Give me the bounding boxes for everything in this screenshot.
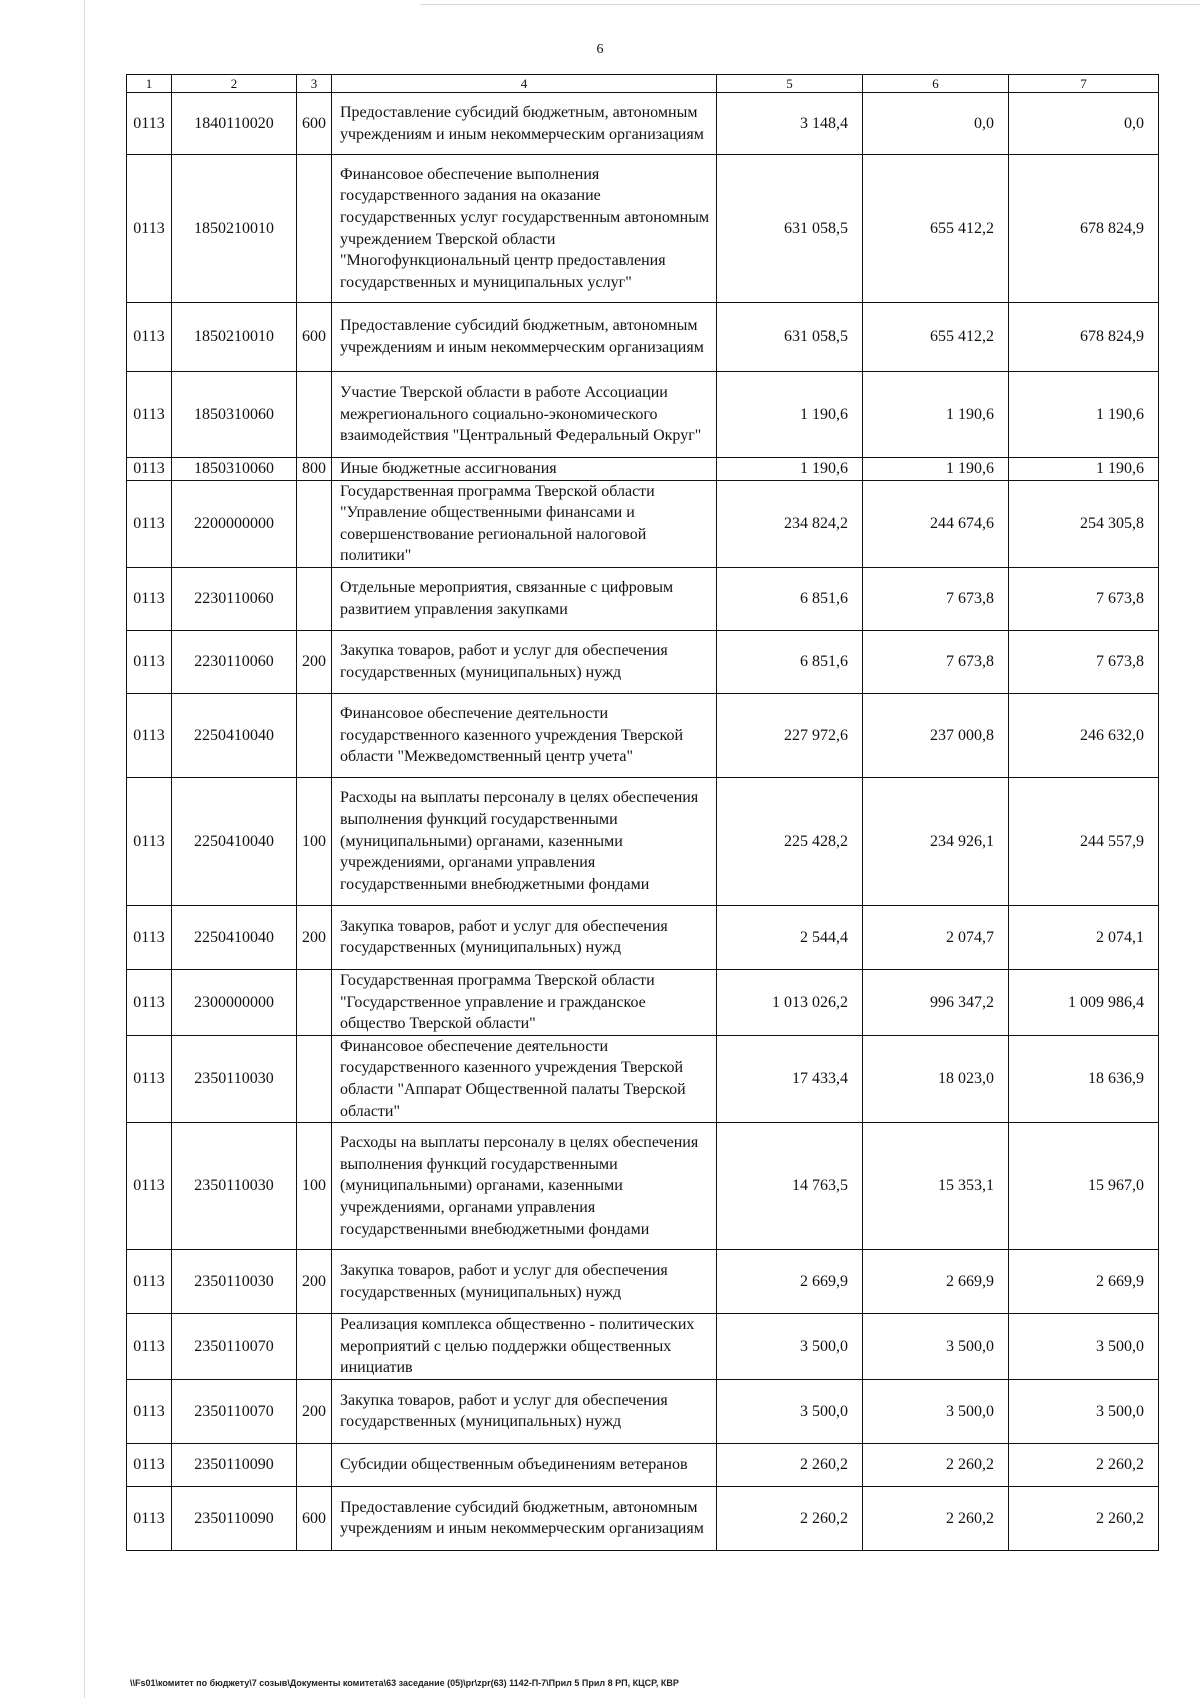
table-row [127, 630, 1159, 693]
item-name-cell: Закупка товаров, работ и услуг для обеспечения государственных (муниципальных) нужд [332, 1379, 717, 1443]
amount-year2-cell: 7 673,8 [863, 567, 1009, 630]
amount-year2-cell: 0,0 [863, 93, 1009, 155]
amount-year3-cell: 3 500,0 [1009, 1314, 1159, 1380]
table-row [127, 1443, 1159, 1486]
amount-year3-cell: 7 673,8 [1009, 630, 1159, 693]
target-article-code-cell: 2350110090 [172, 1443, 297, 1486]
amount-year1-cell: 2 260,2 [717, 1443, 863, 1486]
table-row [127, 1123, 1159, 1250]
amount-year2-cell: 237 000,8 [863, 693, 1009, 777]
budget-table [126, 74, 1159, 1551]
item-name-cell: Финансовое обеспечение выполнения государственного задания на оказание государственных услуг государственным автономным учреждением Тверской области "Многофункциональный центр предоставления государственных и муниципальных услуг" [332, 155, 717, 303]
table-row [127, 480, 1159, 567]
table-row [127, 303, 1159, 372]
section-code-cell: 0113 [127, 480, 172, 567]
section-code-cell: 0113 [127, 303, 172, 372]
amount-year1-cell: 2 260,2 [717, 1486, 863, 1550]
item-name-cell: Закупка товаров, работ и услуг для обеспечения государственных (муниципальных) нужд [332, 630, 717, 693]
amount-year2-cell: 3 500,0 [863, 1314, 1009, 1380]
footer-file-path: \\Fs01\комитет по бюджету\7 созыв\Документы комитета\63 заседание (05)\pr\zpr(63) 1142-П-7\Прил 5 Прил 8 РП, КЦСР, КВР [130, 1678, 679, 1688]
expense-type-code-cell: 200 [297, 1250, 332, 1314]
amount-year2-cell: 7 673,8 [863, 630, 1009, 693]
table-row [127, 567, 1159, 630]
amount-year3-cell: 246 632,0 [1009, 693, 1159, 777]
target-article-code-cell: 2350110090 [172, 1486, 297, 1550]
amount-year1-cell: 17 433,4 [717, 1035, 863, 1122]
section-code-cell: 0113 [127, 1486, 172, 1550]
item-name-cell: Закупка товаров, работ и услуг для обеспечения государственных (муниципальных) нужд [332, 1250, 717, 1314]
amount-year1-cell: 2 544,4 [717, 905, 863, 969]
expense-type-code-cell [297, 480, 332, 567]
item-name-cell: Предоставление субсидий бюджетным, автономным учреждениям и иным некоммерческим организациям [332, 93, 717, 155]
amount-year2-cell: 3 500,0 [863, 1379, 1009, 1443]
amount-year3-cell: 2 669,9 [1009, 1250, 1159, 1314]
table-row [127, 777, 1159, 905]
table-row [127, 1379, 1159, 1443]
expense-type-code-cell [297, 372, 332, 458]
expense-type-code-cell: 100 [297, 777, 332, 905]
amount-year1-cell: 225 428,2 [717, 777, 863, 905]
amount-year1-cell: 631 058,5 [717, 155, 863, 303]
amount-year3-cell: 254 305,8 [1009, 480, 1159, 567]
section-code-cell: 0113 [127, 969, 172, 1035]
expense-type-code-cell: 600 [297, 1486, 332, 1550]
expense-type-code-cell [297, 155, 332, 303]
amount-year1-cell: 227 972,6 [717, 693, 863, 777]
table-row [127, 905, 1159, 969]
expense-type-code-cell [297, 567, 332, 630]
column-number: 5 [717, 75, 863, 93]
column-number: 4 [332, 75, 717, 93]
section-code-cell: 0113 [127, 1379, 172, 1443]
page-number: 6 [596, 42, 604, 57]
item-name-cell: Расходы на выплаты персоналу в целях обеспечения выполнения функций государственными (муниципальными) органами, казенными учреждениями, органами управления государственными внебюджетными фондами [332, 777, 717, 905]
target-article-code-cell: 2300000000 [172, 969, 297, 1035]
scan-edge-line-left [84, 0, 85, 1698]
amount-year2-cell: 15 353,1 [863, 1123, 1009, 1250]
amount-year1-cell: 2 669,9 [717, 1250, 863, 1314]
target-article-code-cell: 2200000000 [172, 480, 297, 567]
amount-year1-cell: 631 058,5 [717, 303, 863, 372]
table-row [127, 1250, 1159, 1314]
section-code-cell: 0113 [127, 93, 172, 155]
target-article-code-cell: 1850310060 [172, 458, 297, 481]
amount-year2-cell: 996 347,2 [863, 969, 1009, 1035]
amount-year3-cell: 1 190,6 [1009, 372, 1159, 458]
section-code-cell: 0113 [127, 155, 172, 303]
column-number: 2 [172, 75, 297, 93]
amount-year3-cell: 2 260,2 [1009, 1486, 1159, 1550]
target-article-code-cell: 2250410040 [172, 777, 297, 905]
amount-year3-cell: 2 260,2 [1009, 1443, 1159, 1486]
expense-type-code-cell [297, 693, 332, 777]
item-name-cell: Предоставление субсидий бюджетным, автономным учреждениям и иным некоммерческим организациям [332, 1486, 717, 1550]
amount-year1-cell: 6 851,6 [717, 630, 863, 693]
scan-edge-line-top [420, 4, 1200, 5]
amount-year3-cell: 18 636,9 [1009, 1035, 1159, 1122]
section-code-cell: 0113 [127, 1250, 172, 1314]
target-article-code-cell: 2250410040 [172, 693, 297, 777]
amount-year3-cell: 0,0 [1009, 93, 1159, 155]
amount-year1-cell: 3 500,0 [717, 1379, 863, 1443]
target-article-code-cell: 1850310060 [172, 372, 297, 458]
amount-year1-cell: 14 763,5 [717, 1123, 863, 1250]
amount-year1-cell: 3 148,4 [717, 93, 863, 155]
section-code-cell: 0113 [127, 905, 172, 969]
expense-type-code-cell [297, 1035, 332, 1122]
section-code-cell: 0113 [127, 1123, 172, 1250]
target-article-code-cell: 2350110030 [172, 1123, 297, 1250]
table-row [127, 372, 1159, 458]
amount-year1-cell: 1 013 026,2 [717, 969, 863, 1035]
expense-type-code-cell [297, 969, 332, 1035]
table-row [127, 693, 1159, 777]
item-name-cell: Расходы на выплаты персоналу в целях обеспечения выполнения функций государственными (муниципальными) органами, казенными учреждениями, органами управления государственными внебюджетными фондами [332, 1123, 717, 1250]
expense-type-code-cell: 100 [297, 1123, 332, 1250]
table-row [127, 93, 1159, 155]
amount-year1-cell: 234 824,2 [717, 480, 863, 567]
item-name-cell: Иные бюджетные ассигнования [332, 458, 717, 481]
amount-year3-cell: 1 190,6 [1009, 458, 1159, 481]
amount-year1-cell: 1 190,6 [717, 372, 863, 458]
expense-type-code-cell: 600 [297, 303, 332, 372]
target-article-code-cell: 2350110030 [172, 1250, 297, 1314]
amount-year1-cell: 3 500,0 [717, 1314, 863, 1380]
amount-year3-cell: 2 074,1 [1009, 905, 1159, 969]
expense-type-code-cell: 200 [297, 905, 332, 969]
target-article-code-cell: 2350110070 [172, 1314, 297, 1380]
target-article-code-cell: 1850210010 [172, 303, 297, 372]
table-row [127, 458, 1159, 481]
amount-year1-cell: 1 190,6 [717, 458, 863, 481]
expense-type-code-cell [297, 1314, 332, 1380]
amount-year3-cell: 3 500,0 [1009, 1379, 1159, 1443]
item-name-cell: Субсидии общественным объединениям ветеранов [332, 1443, 717, 1486]
target-article-code-cell: 2350110070 [172, 1379, 297, 1443]
section-code-cell: 0113 [127, 458, 172, 481]
item-name-cell: Государственная программа Тверской области "Управление общественными финансами и совершенствование региональной налоговой политики" [332, 480, 717, 567]
item-name-cell: Финансовое обеспечение деятельности государственного казенного учреждения Тверской области "Аппарат Общественной палаты Тверской области" [332, 1035, 717, 1122]
expense-type-code-cell: 200 [297, 1379, 332, 1443]
expense-type-code-cell [297, 1443, 332, 1486]
amount-year2-cell: 655 412,2 [863, 303, 1009, 372]
column-number: 3 [297, 75, 332, 93]
amount-year3-cell: 244 557,9 [1009, 777, 1159, 905]
amount-year3-cell: 678 824,9 [1009, 303, 1159, 372]
target-article-code-cell: 2230110060 [172, 630, 297, 693]
expense-type-code-cell: 800 [297, 458, 332, 481]
column-number: 7 [1009, 75, 1159, 93]
section-code-cell: 0113 [127, 630, 172, 693]
table-row [127, 1486, 1159, 1550]
section-code-cell: 0113 [127, 567, 172, 630]
item-name-cell: Реализация комплекса общественно - политических мероприятий с целью поддержки общественных инициатив [332, 1314, 717, 1380]
amount-year2-cell: 2 260,2 [863, 1486, 1009, 1550]
amount-year2-cell: 18 023,0 [863, 1035, 1009, 1122]
target-article-code-cell: 2250410040 [172, 905, 297, 969]
column-number-row [127, 75, 1159, 93]
amount-year2-cell: 244 674,6 [863, 480, 1009, 567]
amount-year3-cell: 1 009 986,4 [1009, 969, 1159, 1035]
item-name-cell: Закупка товаров, работ и услуг для обеспечения государственных (муниципальных) нужд [332, 905, 717, 969]
item-name-cell: Участие Тверской области в работе Ассоциации межрегионального социально-экономического взаимодействия "Центральный Федеральный Округ" [332, 372, 717, 458]
section-code-cell: 0113 [127, 372, 172, 458]
table-row [127, 1314, 1159, 1380]
table-row [127, 969, 1159, 1035]
table-row [127, 155, 1159, 303]
item-name-cell: Отдельные мероприятия, связанные с цифровым развитием управления закупками [332, 567, 717, 630]
target-article-code-cell: 1840110020 [172, 93, 297, 155]
section-code-cell: 0113 [127, 777, 172, 905]
section-code-cell: 0113 [127, 1443, 172, 1486]
expense-type-code-cell: 200 [297, 630, 332, 693]
target-article-code-cell: 1850210010 [172, 155, 297, 303]
amount-year2-cell: 655 412,2 [863, 155, 1009, 303]
target-article-code-cell: 2230110060 [172, 567, 297, 630]
table-row [127, 1035, 1159, 1122]
amount-year2-cell: 1 190,6 [863, 458, 1009, 481]
column-number: 1 [127, 75, 172, 93]
section-code-cell: 0113 [127, 1314, 172, 1380]
amount-year3-cell: 678 824,9 [1009, 155, 1159, 303]
amount-year2-cell: 2 669,9 [863, 1250, 1009, 1314]
amount-year2-cell: 1 190,6 [863, 372, 1009, 458]
expense-type-code-cell: 600 [297, 93, 332, 155]
amount-year3-cell: 7 673,8 [1009, 567, 1159, 630]
section-code-cell: 0113 [127, 1035, 172, 1122]
section-code-cell: 0113 [127, 693, 172, 777]
amount-year3-cell: 15 967,0 [1009, 1123, 1159, 1250]
amount-year1-cell: 6 851,6 [717, 567, 863, 630]
target-article-code-cell: 2350110030 [172, 1035, 297, 1122]
amount-year2-cell: 2 074,7 [863, 905, 1009, 969]
amount-year2-cell: 234 926,1 [863, 777, 1009, 905]
item-name-cell: Финансовое обеспечение деятельности государственного казенного учреждения Тверской области "Межведомственный центр учета" [332, 693, 717, 777]
amount-year2-cell: 2 260,2 [863, 1443, 1009, 1486]
item-name-cell: Государственная программа Тверской области "Государственное управление и гражданское общество Тверской области" [332, 969, 717, 1035]
column-number: 6 [863, 75, 1009, 93]
item-name-cell: Предоставление субсидий бюджетным, автономным учреждениям и иным некоммерческим организациям [332, 303, 717, 372]
